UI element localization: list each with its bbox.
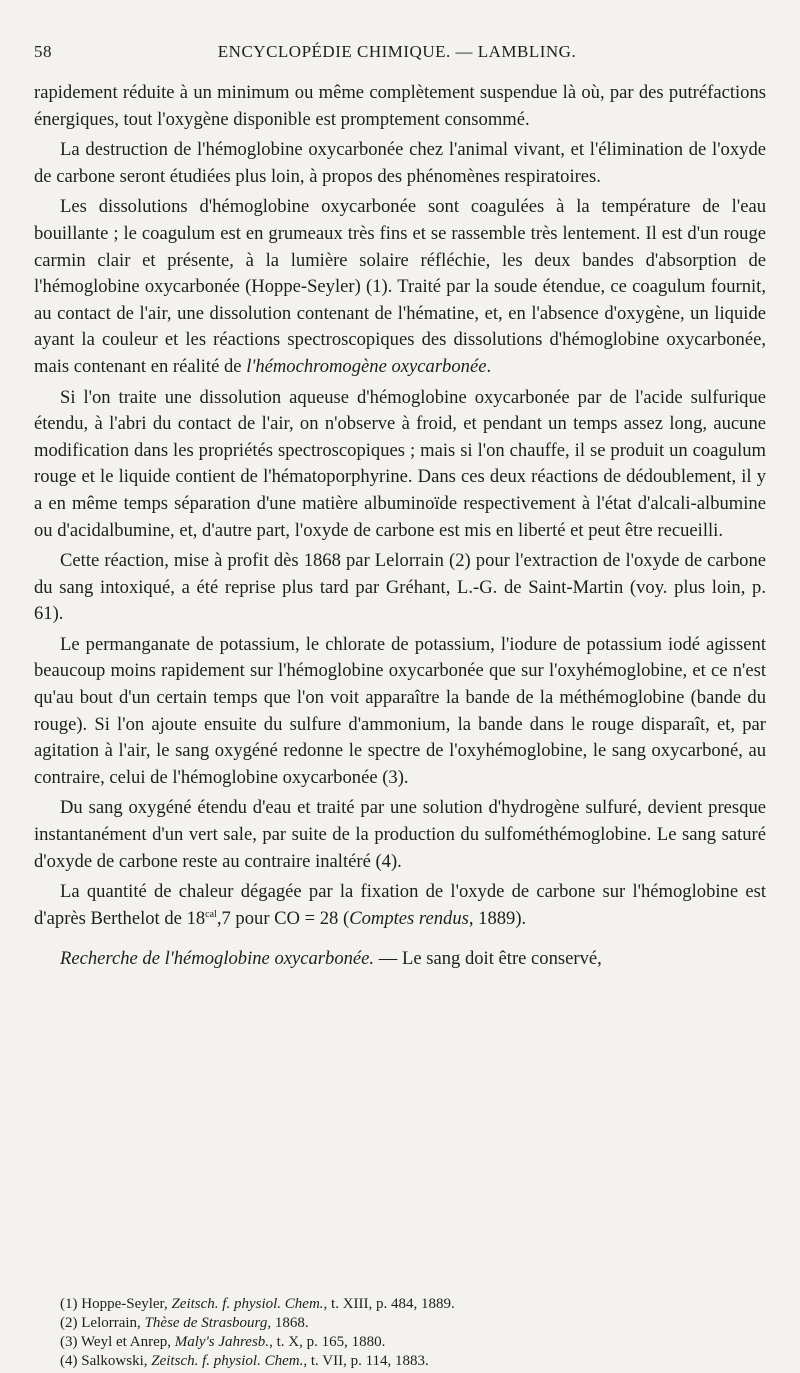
section-heading-italic: Recherche de l'hémoglobine oxycarbonée. (60, 948, 375, 970)
footnote (60, 1333, 760, 1352)
paragraph-8-text-b: ,7 pour CO = 28 ( (216, 907, 350, 929)
paragraph-9-text: — Le sang doit être conservé, (374, 948, 602, 970)
paragraph-1: rapidement réduite à un minimum ou même complètement suspendue là où, par des putréfactions énergiques, tout l'oxygène disponible est promptement consommé. (34, 82, 766, 130)
page-header (34, 42, 760, 68)
footnote-author: Weyl et Anrep, (77, 1334, 175, 1350)
body-text (34, 80, 766, 977)
paragraph-7: Du sang oxygéné étendu d'eau et traité par une solution d'hydrogène sulfuré, devient presque instantanément d'un vert sale, par suite de la production du sulfométhémoglobine. Le sang saturé d'oxyde de carbone reste au contraire inaltéré (4). (34, 797, 766, 872)
paragraph-8 (34, 879, 766, 932)
paragraph-5: Cette réaction, mise à profit dès 1868 par Lelorrain (2) pour l'extraction de l'oxyde de carbone du sang intoxiqué, a été reprise plus tard par Gréhant, L.-G. de Saint-Martin (voy. plus loin, p. 61). (34, 550, 766, 625)
paragraph-4: Si l'on traite une dissolution aqueuse d'hémoglobine oxycarbonée par de l'acide sulfurique étendu, à l'abri du contact de l'air, on n'observe à froid, et pendant un temps assez long, aucune modification dans les propriétés spectroscopiques ; mais si l'on chauffe, il se produit un coagulum rouge et le liquide contient de l'hématoporphyrine. Dans ces deux réactions de dédoublement, il y a en même temps séparation d'une matière albuminoïde respectivement à l'état d'alcali-albumine ou d'acidalbumine, et, d'autre part, l'oxyde de carbone est mis en liberté et peut être recueilli. (34, 386, 766, 541)
paragraph-3-text: Les dissolutions d'hémoglobine oxycarbonée sont coagulées à la température de l'eau bouillante ; le coagulum est en grumeaux très fins et se rassemble très lentement. Il est d'un rouge carmin clair et présente, à la lumière solaire réfléchie, les deux bandes d'absorption de l'hémoglobine oxycarbonée (Hoppe-Seyler) (1). Traité par la soude étendue, ce coagulum fournit, au contact de l'air, une dissolution contenant de l'hématine, et, en l'absence d'oxygène, un liquide ayant la couleur et les réactions spectroscopiques des dissolutions d'hémoglobine oxycarbonée, mais contenant en réalité de (34, 196, 766, 377)
running-title: ENCYCLOPÉDIE CHIMIQUE. — LAMBLING. (217, 42, 577, 61)
paragraph-2: La destruction de l'hémoglobine oxycarbonée chez l'animal vivant, et l'élimination de l'oxyde de carbone seront étudiées plus loin, à propos des phénomènes respiratoires. (34, 139, 766, 187)
paragraph-8-italic: Comptes rendus (349, 907, 469, 929)
footnote-rest: , t. X, p. 165, 1880. (269, 1334, 386, 1350)
footnote-title: Zeitsch. f. physiol. Chem. (171, 1296, 324, 1312)
paragraph-9 (34, 946, 766, 973)
footnote (60, 1352, 760, 1371)
calorie-superscript: cal (205, 908, 217, 920)
footnote-author: Lelorrain, (77, 1315, 145, 1331)
footnote-number: (4) (60, 1353, 78, 1369)
footnote-number: (2) (60, 1315, 78, 1331)
footnote (60, 1295, 760, 1314)
paragraph-8-text-c: , 1889). (468, 907, 527, 929)
footnote-title: Maly's Jahresb. (174, 1334, 270, 1350)
page-number: 58 (34, 42, 52, 61)
footnote-rest: , t. XIII, p. 484, 1889. (323, 1296, 455, 1312)
paragraph-3 (34, 194, 766, 380)
footnote (60, 1314, 760, 1333)
paragraph-6: Le permanganate de potassium, le chlorate de potassium, l'iodure de potassium iodé agissent beaucoup moins rapidement sur l'hémoglobine oxycarbonée que sur l'oxyhémoglobine, et ce n'est qu'au bout d'un certain temps que l'on voit apparaître la bande de la méthémoglobine (bande du rouge). Si l'on ajoute ensuite du sulfure d'ammonium, la bande dans le rouge disparaît, et, par agitation à l'air, le sang oxygéné redonne le spectre de l'oxyhémoglobine, le sang oxycarboné, au contraire, celui de l'hémoglobine oxycarbonée (3). (34, 633, 766, 788)
footnote-number: (3) (60, 1334, 78, 1350)
footnote-author: Salkowski, (77, 1353, 152, 1369)
footnotes (60, 1295, 760, 1371)
paragraph-3-end: . (486, 355, 492, 377)
paragraph-8-text: La quantité de chaleur dégagée par la fixation de l'oxyde de carbone sur l'hémoglobine est d'après Berthelot de 18 (34, 881, 766, 929)
footnote-author: Hoppe-Seyler, (77, 1296, 172, 1312)
footnote-title: Zeitsch. f. physiol. Chem. (151, 1353, 304, 1369)
footnote-number: (1) (60, 1296, 78, 1312)
footnote-title: Thèse de Strasbourg (144, 1315, 268, 1331)
footnote-rest: , 1868. (267, 1315, 309, 1331)
paragraph-3-italic: l'hémochromogène oxycarbonée (246, 355, 487, 377)
footnote-rest: , t. VII, p. 114, 1883. (303, 1353, 429, 1369)
